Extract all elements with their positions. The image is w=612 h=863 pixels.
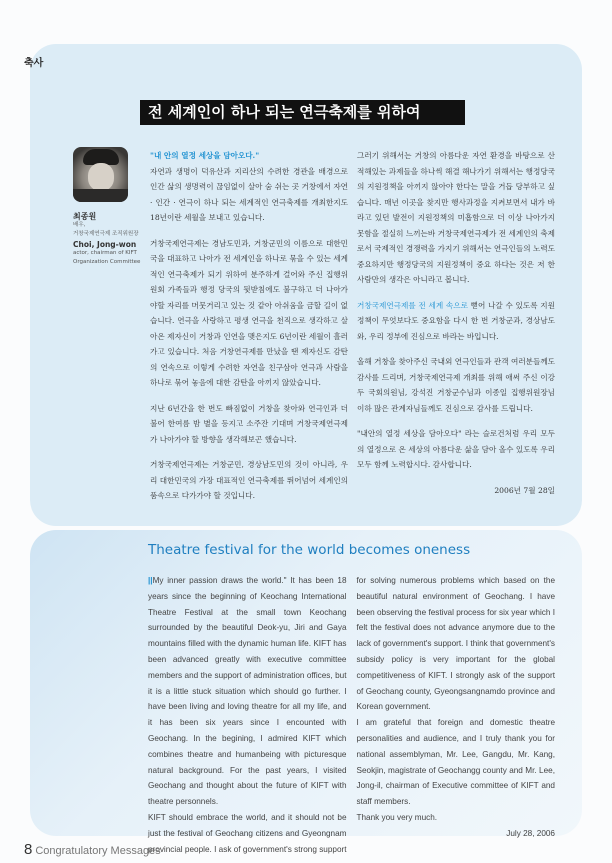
english-paragraph: Thank you very much. [356,812,438,822]
korean-highlight: 거창국제연극제를 전 세계 속으로 [357,300,468,310]
author-name-ko: 최종원 [73,212,97,221]
korean-column-right [357,148,555,498]
korean-paragraph: 올해 거창을 찾아주신 국내외 연극인들과 관객 여러분들께도 감사를 드리며, 거창국제연극제 개최를 위해 애써 주신 이강두 국회의원님, 강석진 거창군수님과 이종일 집행위원장님 이하 많은 관계자님들께도 진심으로 감사를 드립니다. [357,357,555,413]
quote-mark: || [148,576,153,585]
english-paragraph: I am grateful that foreign and domestic theatre personalities and audience, and I truly thank you for national assemblyman, Mr. Lee, Gangdu, Mr. Kang, Seokjin, magistrate of Geochangg county and Mr. Lee, Jong-il, chairman of Executive committee of KIFT and staff members. [356,718,555,807]
korean-paragraph: 지난 6년간을 한 번도 빠짐없이 거창을 찾아와 연극인과 더불어 한여름 밤 별을 등지고 소주잔 기대며 거창국제연극제가 나아가야 할 방향을 생각해보곤 했습니다. [150,403,348,444]
korean-paragraph: 거창국제연극제는 경남도민과, 거창군민의 이름으로 대한민국을 대표하고 나아가 전 세계인을 하나로 묶을 수 있는 세계적인 연극축제가 되기 위하여 분주하게 걸어와 주신 집행위원회 가족들과 행정 당국의 뒷받침에도 불구하고 더 나아가야할 자리를 머뭇거리고 있는 것 같아 아쉬움을 금할 길이 없습니다. 연극을 사랑하고 평생 연극을 천직으로 생각하고 살아온 제자신이 거창과 인연을 맺은지도 6년이란 세월이 흘러가고 있습니다. 처음 거창연극제를 만났을 땐 제자신도 감탄의 연속으로 이렇게 수려한 자연을 친구삼아 연극과 사람을 하나로 묶어 놓음에 대한 감탄을 아끼지 않았습니다. [150,238,348,387]
page-title: 전 세계인이 하나 되는 연극축제를 위하여 [140,100,465,125]
author-bio [73,212,143,267]
section-tag: 축사 [24,58,44,69]
english-paragraph [148,573,347,810]
english-paragraph: KIFT should embrace the world, and it should not be just the festival of Geochang citizens and Gyeongnam provincial people. I ask of government's strong support for solving numerous problems which based on the beautiful natural environment of Geochang. I have been observing the festival process for six year which I felt the festival does not advance anymore due to the lack of government's support. I think that government's subsidy policy is very important for the global competitiveness of KIFT. I strongly ask of the support of Geochang county, Gyeongsangnamdo province and Korean government. [148,576,555,854]
korean-text: 뻗어 나갈 수 있도록 지원정책이 무엇보다도 중요함을 다시 한 번 거창군과, 경상남도와, 우리 정부에 진심으로 바라는 바입니다. [357,300,555,341]
korean-paragraph: 자연과 생명이 덕유산과 지리산의 수려한 경관을 배경으로 인간 삶의 생명력이 끊임없이 살아 숨 쉬는 곳 거창에서 자연 · 인간 · 연극이 하나 되는 세계적인 연극축제를 개최한지도 18년이란 세월을 보내고 있습니다. [150,166,348,222]
author-role-ko-2: 거창국제연극제 조직위원장 [73,231,139,237]
photo-coat [73,189,128,202]
korean-date: 2006년 7월 28일 [494,485,555,495]
english-title: Theatre festival for the world becomes oneness [148,542,471,558]
author-name-en: Choi, Jong-won [73,240,137,249]
author-role-en-2: Organization Committee [73,259,141,265]
english-text: My inner passion draws the world." It has been 18 years since the beginning of Keochang International Theatre Festival at the small town Keochang surrounded by the beautiful Deok-yu, Jiri and Gaya mountains filled with the dynamic human life. KIFT has been advanced greatly with executive committee members and the support of administration offices, but it is a little stuck situation which should go further. I have been living and loving theatre for all my life, and it has been six years since I encounted with Geochang. In the begining, I admired KIFT which combines theatre and humanbeing with picturesque natural background. For the past years, I visited Geochang and thought about the future of KIFT with theatre personnels. [148,576,347,807]
author-role-en-1: actor, chairman of KIFT [73,250,137,256]
english-body [148,573,555,857]
footer-section: Congratulatory Messages [35,845,161,857]
english-date: July 28, 2006 [506,828,555,838]
korean-column-left [150,148,348,514]
author-role-ko-1: 배우, [73,222,86,228]
korean-paragraph: "내안의 열정 세상을 담아오다" 라는 슬로건처럼 우리 모두의 열정으로 온 세상의 아름다운 삶을 담아 올수 있도록 우리 모두 함께 노력합시다. 감사합니다. [357,429,555,469]
photo-face [88,163,114,191]
korean-lead: "내 안의 열정 세상을 담아오다." [150,151,260,160]
korean-paragraph: 그러기 위해서는 거창의 아름다운 자연 환경을 바탕으로 산적해있는 과제들을 하나씩 해결 해나가기 위해서는 행정당국의 지원정책을 아끼지 않아야 한다는 말을 거듭 당부하고 싶습니다. 매년 이곳을 찾지만 행사과정을 지켜보면서 내가 바라고 있던 발전이 지원정책의 미흡함으로 더 이상 나아가지 못함을 절실히 느끼는바 거창국제연극제가 전 세계인의 축제로서 국제적인 경쟁력을 가지기 위해서는 연극인들의 노력도 중요하지만 행정당국의 지원정책이 중요 하다는 것은 저 한 사람만의 생각은 아니라고 봅니다. [357,151,555,284]
korean-paragraph: 거창국제연극제는 거창군민, 경상남도민의 것이 아니라, 우리 대한민국의 가장 대표적인 연극축제를 뛰어넘어 세계인의 품속으로 다가가야 할 것입니다. [150,460,348,500]
author-photo [73,147,128,202]
page-number: 8 [24,841,33,858]
korean-paragraph [357,298,555,345]
page-footer [24,841,161,858]
